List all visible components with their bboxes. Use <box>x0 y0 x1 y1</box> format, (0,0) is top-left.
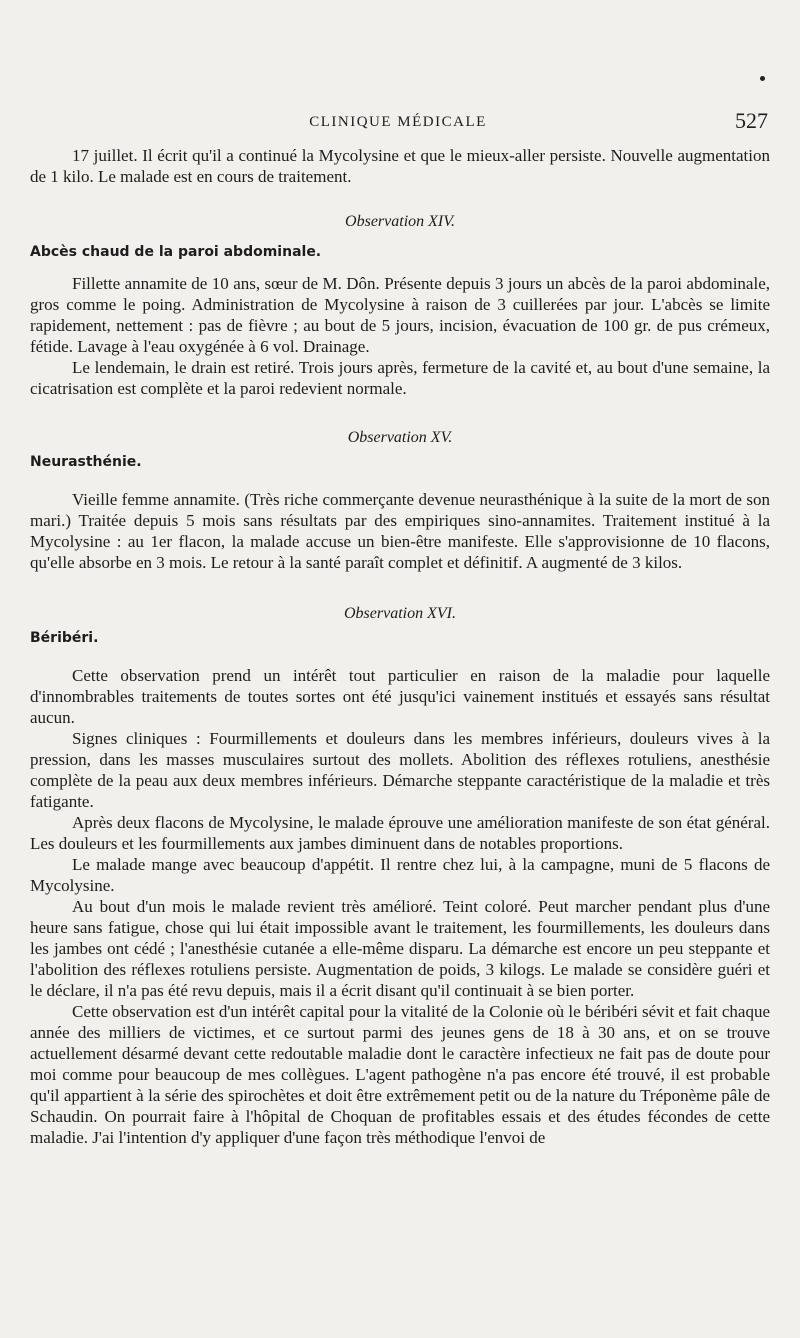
observation-paragraph: Fillette annamite de 10 ans, sœur de M. Dôn. Présente depuis 3 jours un abcès de la paroi abdominale, gros comme le poing. Administration de Mycolysine à raison de 3 cuillerées par jour. L'abcès se limite rapidement, nettement : pas de fièvre ; au bout de 5 jours, incision, évacuation de 100 gr. de pus crémeux, fétide. Lavage à l'eau oxygénée à 6 vol. Drainage. <box>30 274 770 356</box>
observation-16 <box>30 603 770 1148</box>
observation-15 <box>30 427 770 573</box>
observation-heading: Neurasthénie. <box>30 454 142 470</box>
observation-paragraph: Après deux flacons de Mycolysine, le malade éprouve une amélioration manifeste de son état général. Les douleurs et les fourmillements aux jambes diminuent dans de notables proportions. <box>30 813 770 853</box>
observation-heading: Abcès chaud de la paroi abdominale. <box>30 244 322 260</box>
page-header <box>28 108 768 136</box>
observation-paragraph: Signes cliniques : Fourmillements et douleurs dans les membres inférieurs, douleurs vives à la pression, dans les masses musculaires surtout des mollets. Abolition des réflexes rotuliens, anesthésie complète de la peau aux deux membres inférieurs. Démarche steppante caractéristique de la maladie et très fatigante. <box>30 729 770 811</box>
observation-title: Observation XVI. <box>344 605 456 622</box>
intro-paragraph: 17 juillet. Il écrit qu'il a continué la Mycolysine et que le mieux-aller persiste. Nouvelle augmentation de 1 kilo. Le malade est en cours de traitement. <box>30 146 770 186</box>
observation-title: Observation XIV. <box>345 213 455 230</box>
observation-paragraph: Au bout d'un mois le malade revient très amélioré. Teint coloré. Peut marcher pendant plus d'une heure sans fatigue, chose qui lui était impossible avant le traitement, les fourmillements, les douleurs dans les jambes ont cédé ; l'anesthésie cutanée a elle-même disparu. La démarche est encore un peu steppante et l'abolition des réflexes rotuliens persiste. Augmentation de poids, 3 kilogs. Le malade se considère guéri et le déclare, il n'a pas été revu depuis, mais il a écrit disant qu'il continuait à se bien porter. <box>30 897 770 1000</box>
observation-paragraph: Cette observation est d'un intérêt capital pour la vitalité de la Colonie où le béribéri sévit et fait chaque année des milliers de victimes, et ce surtout parmi des jeunes gens de 18 à 30 ans, et on se trouve actuellement désarmé devant cette redoutable maladie dont le caractère infectieux ne fait pas de doute pour moi comme pour beaucoup de mes collègues. L'agent pathogène n'a pas encore été trouvé, il est probable qu'il appartient à la série des spirochètes et doit être extrêmement petit ou de la nature du Tréponème pâle de Schaudin. On pourrait faire à l'hôpital de Choquan de profitables essais et des études fécondes de cette maladie. J'ai l'intention d'y appliquer d'une façon très méthodique l'envoi de <box>30 1002 770 1147</box>
observation-paragraph: Cette observation prend un intérêt tout particulier en raison de la maladie pour laquelle d'innombrables traitements de toutes sortes ont été jusqu'ici vainement institués et essayés sans résultat aucun. <box>30 666 770 727</box>
observation-14 <box>30 211 770 399</box>
observation-title: Observation XV. <box>347 429 453 446</box>
observation-heading: Béribéri. <box>30 630 99 646</box>
running-title: CLINIQUE MÉDICALE <box>309 114 487 130</box>
observation-paragraph: Vieille femme annamite. (Très riche commerçante devenue neurasthénique à la suite de la mort de son mari.) Traitée depuis 5 mois sans résultats par des empiriques sino-annamites. Traitement institué à la Mycolysine : au 1er flacon, la malade accuse un bien-être manifeste. Elle s'approvisionne de 10 flacons, qu'elle absorbe en 3 mois. Le retour à la santé paraît complet et définitif. A augmenté de 3 kilos. <box>30 490 770 572</box>
page-body <box>30 145 770 1148</box>
page-number: 527 <box>735 108 768 133</box>
observation-paragraph: Le lendemain, le drain est retiré. Trois jours après, fermeture de la cavité et, au bout d'une semaine, la cicatrisation est complète et la paroi redevient normale. <box>30 358 770 398</box>
observation-paragraph: Le malade mange avec beaucoup d'appétit. Il rentre chez lui, à la campagne, muni de 5 flacons de Mycolysine. <box>30 855 770 895</box>
print-speck <box>760 76 765 81</box>
